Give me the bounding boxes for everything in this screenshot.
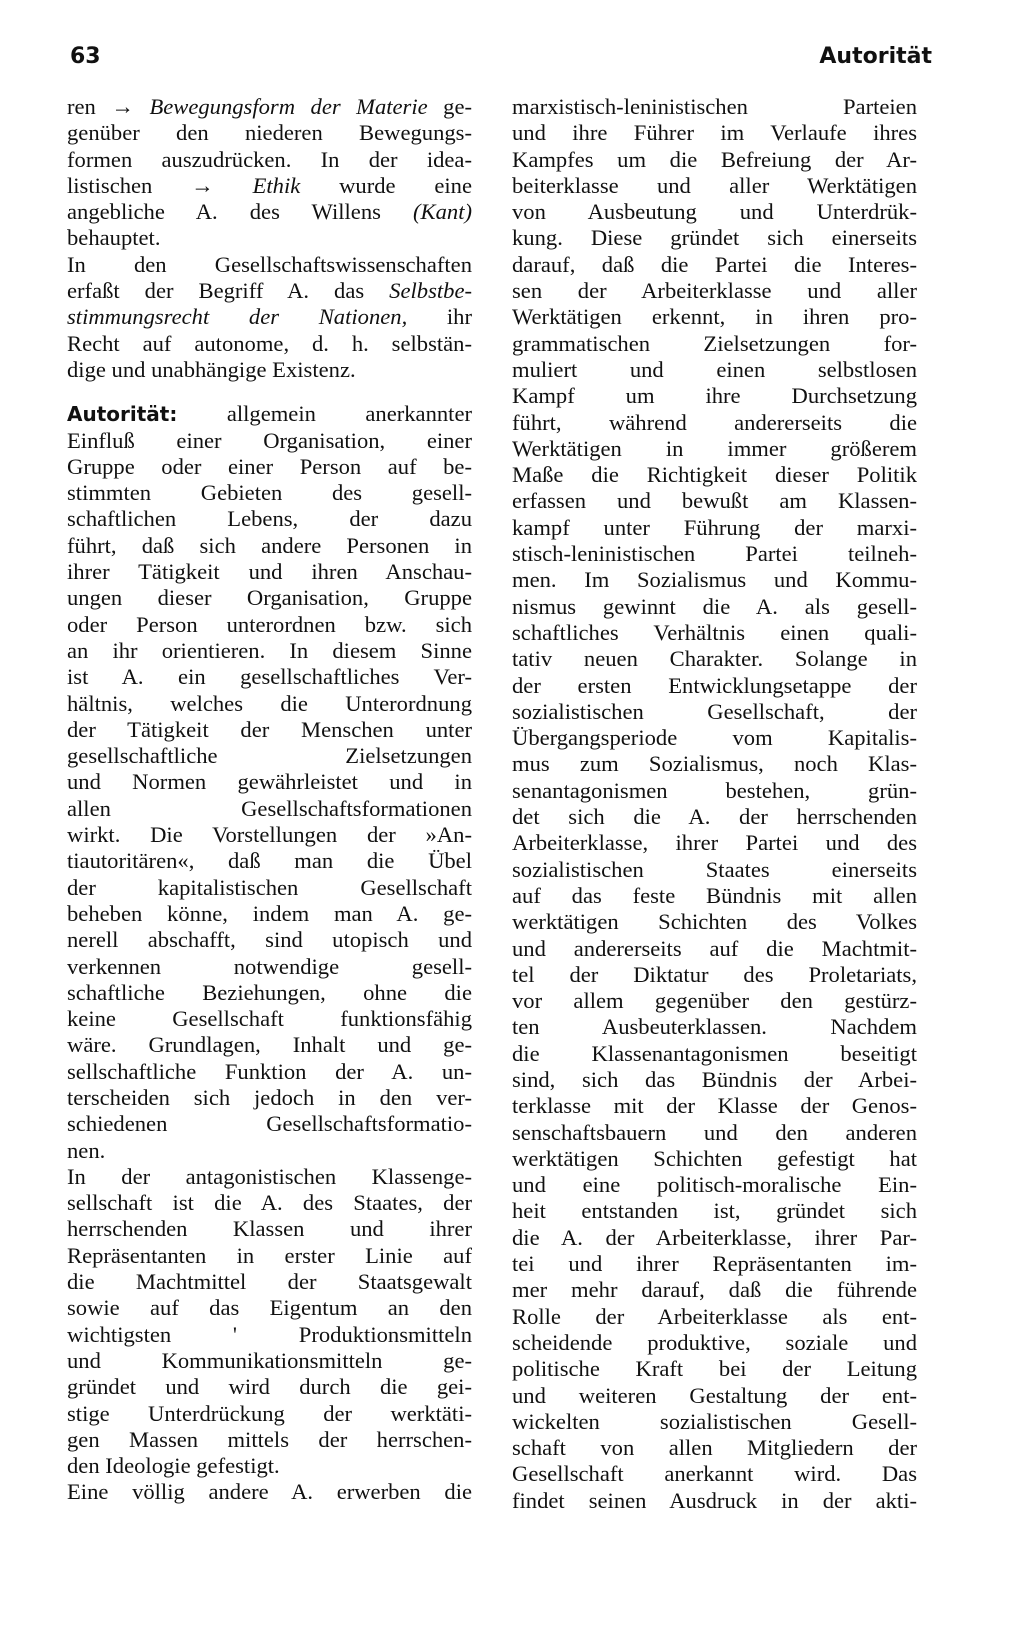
text-line: vor allem gegenüber den gestürz-	[512, 988, 917, 1014]
text-line: listischen → Ethik wurde eine	[67, 172, 472, 198]
text-line: allen Gesellschaftsformationen	[67, 795, 472, 821]
text-line: der ersten Entwicklungsetappe der	[512, 672, 917, 698]
emphasis: stimmungsrecht der Nationen,	[67, 304, 408, 330]
text-line: In den Gesellschaftswissenschaften	[67, 251, 472, 277]
page-number: 63	[70, 44, 101, 69]
text-line: In der antagonistischen Klassenge-	[67, 1163, 472, 1189]
text-line: Eine völlig andere A. erwerben die	[67, 1479, 472, 1505]
text-line: Übergangsperiode vom Kapitalis-	[512, 725, 917, 751]
text-line: werktätigen Schichten des Volkes	[512, 909, 917, 935]
text-line: sellschaftliche Funktion der A. un-	[67, 1058, 472, 1084]
text-line: verkennen notwendige gesell-	[67, 953, 472, 979]
text-line: mer mehr darauf, daß die führende	[512, 1277, 917, 1303]
text-line: auf das feste Bündnis mit allen	[512, 882, 917, 908]
text-line: kampf unter Führung der marxi-	[512, 514, 917, 540]
text-line: sen der Arbeiterklasse und aller	[512, 278, 917, 304]
text-line: den Ideologie gefestigt.	[67, 1453, 280, 1479]
text-line: ungen dieser Organisation, Gruppe	[67, 585, 472, 611]
text-line: gesellschaftliche Zielsetzungen	[67, 743, 472, 769]
text-line: und weiteren Gestaltung der ent-	[512, 1382, 917, 1408]
text-line: wickelten sozialistischen Gesell-	[512, 1408, 917, 1434]
text-line: erfaßt der Begriff A. das Selbstbe-	[67, 278, 472, 304]
text-line: genüber den niederen Bewegungs-	[67, 120, 472, 146]
text-line: keine Gesellschaft funktionsfähig	[67, 1006, 472, 1032]
text-line: senschaftsbauern und den anderen	[512, 1119, 917, 1145]
text-line: oder Person unterordnen bzw. sich	[67, 611, 472, 637]
text-line: Werktätigen in immer größerem	[512, 435, 917, 461]
text-line: muliert und einen selbstlosen	[512, 356, 917, 382]
text-line: senantagonismen bestehen, grün-	[512, 777, 917, 803]
text-line: kung. Diese gründet sich einerseits	[512, 225, 917, 251]
text-line: gründet und wird durch die gei-	[67, 1374, 472, 1400]
text-line: Gesellschaft anerkannt wird. Das	[512, 1461, 917, 1487]
text-line: die Klassenantagonismen beseitigt	[512, 1040, 917, 1066]
text-line: wirkt. Die Vorstellungen der »An-	[67, 822, 472, 848]
text-line: formen auszudrücken. In der idea-	[67, 146, 472, 172]
text-line: dige und unabhängige Existenz.	[67, 356, 356, 382]
text-line: sozialistischen Staates einerseits	[512, 856, 917, 882]
text-line: tativ neuen Charakter. Solange in	[512, 646, 917, 672]
text-line: terscheiden sich jedoch in den ver-	[67, 1084, 472, 1110]
text-line: führt, während andererseits die	[512, 409, 917, 435]
running-head: Autorität	[819, 44, 932, 69]
text-line: die Machtmittel der Staatsgewalt	[67, 1269, 472, 1295]
text-line: Autorität: allgemein anerkannter	[67, 401, 472, 427]
text-line: terklasse mit der Klasse der Genos-	[512, 1093, 917, 1119]
text-line: Kampfes um die Befreiung der Ar-	[512, 146, 917, 172]
text-line: schaftliche Beziehungen, ohne die	[67, 979, 472, 1005]
text-line: der Tätigkeit der Menschen unter	[67, 716, 472, 742]
text-line: und ihre Führer im Verlaufe ihres	[512, 120, 917, 146]
text-line: sind, sich das Bündnis der Arbei-	[512, 1066, 917, 1092]
text-line: ihrer Tätigkeit und ihren Anschau-	[67, 559, 472, 585]
text-line: Rolle der Arbeiterklasse als ent-	[512, 1303, 917, 1329]
cross-reference: Ethik	[252, 172, 301, 198]
text-line: findet seinen Ausdruck in der akti-	[512, 1487, 917, 1513]
cross-reference: Bewegungsform der Materie	[149, 94, 428, 119]
text-line: von Ausbeutung und Unterdrük-	[512, 199, 917, 225]
text-line: die A. der Arbeiterklasse, ihrer Par-	[512, 1224, 917, 1250]
text-line: politische Kraft bei der Leitung	[512, 1356, 917, 1382]
text-line: sozialistischen Gesellschaft, der	[512, 698, 917, 724]
text-line: nerell abschafft, sind utopisch und	[67, 927, 472, 953]
text-line: tel der Diktatur des Proletariats,	[512, 961, 917, 987]
text-line: Kampf um ihre Durchsetzung	[512, 383, 917, 409]
text-line: schaftlichen Lebens, der dazu	[67, 506, 472, 532]
left-column	[67, 94, 472, 1506]
text-line: Einfluß einer Organisation, einer	[67, 427, 472, 453]
text-line: herrschenden Klassen und ihrer	[67, 1216, 472, 1242]
text-line: nen.	[67, 1137, 106, 1163]
text-line: und Normen gewährleistet und in	[67, 769, 472, 795]
text-line: marxistisch-leninistischen Parteien	[512, 94, 917, 119]
text-line: stimmten Gebieten des gesell-	[67, 480, 472, 506]
text-line: schaft von allen Mitgliedern der	[512, 1435, 917, 1461]
text-line: angebliche A. des Willens (Kant)	[67, 199, 472, 225]
text-line: stisch-leninistischen Partei teilneh-	[512, 541, 917, 567]
text-line: gen Massen mittels der herrschen-	[67, 1426, 472, 1452]
text-line: behauptet.	[67, 225, 161, 251]
text-line: heit entstanden ist, gründet sich	[512, 1198, 917, 1224]
text-line: darauf, daß die Partei die Interes-	[512, 251, 917, 277]
text-line: Arbeiterklasse, ihrer Partei und des	[512, 830, 917, 856]
text-line: ren → Bewegungsform der Materie ge-	[67, 94, 472, 119]
text-line: und andererseits auf die Machtmit-	[512, 935, 917, 961]
text-line: und Kommunikationsmitteln ge-	[67, 1347, 472, 1373]
text-line: ten Ausbeuterklassen. Nachdem	[512, 1014, 917, 1040]
text-line: werktätigen Schichten gefestigt hat	[512, 1145, 917, 1171]
text-line: sowie auf das Eigentum an den	[67, 1295, 472, 1321]
text-line: Maße die Richtigkeit dieser Politik	[512, 462, 917, 488]
text-line: Gruppe oder einer Person auf be-	[67, 453, 472, 479]
text-line: men. Im Sozialismus und Kommu-	[512, 567, 917, 593]
text-line: schaftliches Verhältnis einen quali-	[512, 619, 917, 645]
entry-headword: Autorität:	[67, 402, 178, 427]
text-line: grammatischen Zielsetzungen for-	[512, 330, 917, 356]
text-line: sellschaft ist die A. des Staates, der	[67, 1190, 472, 1216]
emphasis: (Kant)	[413, 199, 472, 225]
text-line: Repräsentanten in erster Linie auf	[67, 1242, 472, 1268]
text-line: an ihr orientieren. In diesem Sinne	[67, 637, 472, 663]
text-line: ist A. ein gesellschaftliches Ver-	[67, 664, 472, 690]
text-line: tei und ihrer Repräsentanten im-	[512, 1251, 917, 1277]
text-line: nismus gewinnt die A. als gesell-	[512, 593, 917, 619]
text-line: beiterklasse und aller Werktätigen	[512, 172, 917, 198]
text-line: wichtigsten ' Produktionsmitteln	[67, 1321, 472, 1347]
text-line: Werktätigen erkennt, in ihren pro-	[512, 304, 917, 330]
text-line: beheben könne, indem man A. ge-	[67, 900, 472, 926]
right-column	[512, 94, 917, 1514]
text-line: stimmungsrecht der Nationen, ihr	[67, 304, 472, 330]
text-line: wäre. Grundlagen, Inhalt und ge-	[67, 1032, 472, 1058]
emphasis: Selbstbe-	[389, 278, 472, 304]
text-line: erfassen und bewußt am Klassen-	[512, 488, 917, 514]
text-line: hältnis, welches die Unterordnung	[67, 690, 472, 716]
text-line: tiautoritären«, daß man die Übel	[67, 848, 472, 874]
text-line: stige Unterdrückung der werktäti-	[67, 1400, 472, 1426]
text-line: mus zum Sozialismus, noch Klas-	[512, 751, 917, 777]
text-line: der kapitalistischen Gesellschaft	[67, 874, 472, 900]
text-line: führt, daß sich andere Personen in	[67, 532, 472, 558]
text-line: scheidende produktive, soziale und	[512, 1329, 917, 1355]
text-line: det sich die A. der herrschenden	[512, 804, 917, 830]
text-line: und eine politisch-moralische Ein-	[512, 1172, 917, 1198]
text-line: schiedenen Gesellschaftsformatio-	[67, 1111, 472, 1137]
text-line: Recht auf autonome, d. h. selbstän-	[67, 330, 472, 356]
